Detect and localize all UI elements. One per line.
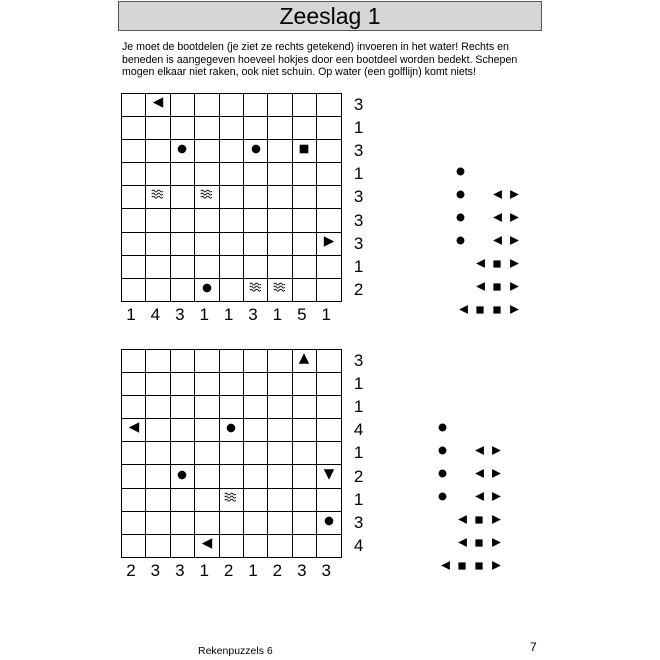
grid-cell[interactable] xyxy=(293,350,317,373)
grid-cell[interactable] xyxy=(171,279,195,302)
book-title: Rekenpuzzels 6 xyxy=(198,645,273,657)
grid-cell[interactable] xyxy=(122,373,146,396)
circle-icon xyxy=(455,210,466,228)
left-triangle-icon xyxy=(440,558,451,576)
grid-cell[interactable] xyxy=(268,94,292,117)
grid-cell[interactable] xyxy=(293,396,317,419)
grid-cell[interactable] xyxy=(195,186,219,209)
square-icon xyxy=(474,558,484,576)
left-triangle-icon xyxy=(200,537,213,555)
grid-cell[interactable] xyxy=(317,279,341,302)
column-clue: 1 xyxy=(248,560,258,580)
grid-cell[interactable] xyxy=(146,233,170,256)
grid-cell[interactable] xyxy=(171,256,195,279)
circle-icon xyxy=(225,421,237,439)
grid-cell[interactable] xyxy=(244,117,268,140)
grid-cell[interactable] xyxy=(244,256,268,279)
grid-cell[interactable] xyxy=(317,442,341,465)
grid-cell[interactable] xyxy=(171,94,195,117)
grid-cell[interactable] xyxy=(244,279,268,302)
instructions-line: mogen elkaar niet raken, ook niet schuin. Op water (een golflijn) komt niets! xyxy=(122,66,476,79)
grid-cell[interactable] xyxy=(220,279,244,302)
grid-cell[interactable] xyxy=(293,140,317,163)
grid-cell[interactable] xyxy=(293,163,317,186)
grid-cell[interactable] xyxy=(146,256,170,279)
column-clue: 3 xyxy=(175,560,185,580)
grid-cell[interactable] xyxy=(317,512,341,535)
grid-cell[interactable] xyxy=(122,396,146,419)
grid-cell[interactable] xyxy=(171,163,195,186)
grid-cell[interactable] xyxy=(220,535,244,558)
row-clue: 1 xyxy=(353,374,364,394)
row-clue: 3 xyxy=(353,141,364,161)
row-clue: 3 xyxy=(353,351,364,370)
row-clue: 1 xyxy=(353,164,364,184)
grid-cell[interactable] xyxy=(171,233,195,256)
grid-cell[interactable] xyxy=(220,396,244,419)
grid-cell[interactable] xyxy=(195,396,219,419)
grid-cell[interactable] xyxy=(220,186,244,209)
grid-cell[interactable] xyxy=(268,163,292,186)
grid-cell[interactable] xyxy=(293,186,317,209)
grid-cell[interactable] xyxy=(195,256,219,279)
grid-cell[interactable] xyxy=(268,489,292,512)
grid-cell[interactable] xyxy=(293,489,317,512)
grid-cell[interactable] xyxy=(122,512,146,535)
grid-cell[interactable] xyxy=(244,233,268,256)
grid-cell[interactable] xyxy=(146,396,170,419)
puzzle-grid xyxy=(121,93,342,302)
right-triangle-icon xyxy=(491,466,502,484)
right-triangle-icon xyxy=(509,187,520,205)
square-icon xyxy=(457,558,467,576)
up-triangle-icon xyxy=(298,352,311,370)
column-clue: 1 xyxy=(321,304,331,324)
grid-cell[interactable] xyxy=(317,465,341,488)
column-clue: 4 xyxy=(150,304,161,324)
grid-cell[interactable] xyxy=(146,117,170,140)
grid-cell[interactable] xyxy=(122,419,146,442)
grid-cell[interactable] xyxy=(268,396,292,419)
grid-cell[interactable] xyxy=(122,209,146,232)
column-clue: 5 xyxy=(297,304,307,324)
grid-cell[interactable] xyxy=(122,256,146,279)
column-clue: 2 xyxy=(223,560,234,580)
grid-cell[interactable] xyxy=(195,350,219,373)
water-icon xyxy=(224,490,238,509)
left-triangle-icon xyxy=(475,256,486,274)
grid-cell[interactable] xyxy=(171,419,195,442)
row-clue: 3 xyxy=(353,187,364,207)
page-title: Zeeslag 1 xyxy=(118,1,542,31)
grid-cell[interactable] xyxy=(244,396,268,419)
down-triangle-icon xyxy=(322,468,335,486)
column-clue: 1 xyxy=(272,304,283,324)
row-clue: 2 xyxy=(353,279,364,299)
grid-cell[interactable] xyxy=(220,256,244,279)
grid-cell[interactable] xyxy=(293,256,317,279)
water-icon xyxy=(249,280,263,299)
grid-cell[interactable] xyxy=(146,279,170,302)
grid-cell[interactable] xyxy=(220,140,244,163)
grid-cell[interactable] xyxy=(268,209,292,232)
grid-cell[interactable] xyxy=(293,117,317,140)
grid-cell[interactable] xyxy=(146,512,170,535)
circle-icon xyxy=(437,443,448,461)
grid-cell[interactable] xyxy=(195,233,219,256)
left-triangle-icon xyxy=(475,279,486,297)
grid-cell[interactable] xyxy=(244,419,268,442)
grid-cell[interactable] xyxy=(244,163,268,186)
instructions-line: beneden is aangegeven hoeveel hokjes door een bootdeel worden bedekt. Schepen xyxy=(122,53,518,66)
circle-icon xyxy=(176,468,188,486)
grid-cell[interactable] xyxy=(195,512,219,535)
grid-cell[interactable] xyxy=(268,373,292,396)
grid-cell[interactable] xyxy=(244,140,268,163)
grid-cell[interactable] xyxy=(293,512,317,535)
row-clue: 1 xyxy=(353,397,364,417)
grid-cell[interactable] xyxy=(244,489,268,512)
grid-cell[interactable] xyxy=(268,233,292,256)
grid-cell[interactable] xyxy=(220,419,244,442)
grid-cell[interactable] xyxy=(195,209,219,232)
column-clue: 3 xyxy=(248,304,258,324)
grid-cell[interactable] xyxy=(317,535,341,558)
puzzle-grid xyxy=(121,349,342,558)
column-clue: 2 xyxy=(272,560,283,580)
grid-cell[interactable] xyxy=(268,117,292,140)
grid-cell[interactable] xyxy=(317,233,341,256)
left-triangle-icon xyxy=(474,443,485,461)
circle-icon xyxy=(455,233,466,251)
circle-icon xyxy=(201,281,213,299)
grid-cell[interactable] xyxy=(220,94,244,117)
grid-cell[interactable] xyxy=(146,489,170,512)
page-number: 7 xyxy=(530,640,537,654)
column-clue: 1 xyxy=(199,304,209,324)
instructions-line: Je moet de bootdelen (je ziet ze rechts getekend) invoeren in het water! Rechts en xyxy=(122,41,509,53)
grid-cell[interactable] xyxy=(171,209,195,232)
column-clue: 1 xyxy=(126,304,136,324)
grid-cell[interactable] xyxy=(195,94,219,117)
grid-cell[interactable] xyxy=(146,465,170,488)
grid-cell[interactable] xyxy=(220,489,244,512)
column-clue: 3 xyxy=(297,560,307,580)
column-clue: 2 xyxy=(126,560,136,580)
square-icon xyxy=(475,302,485,320)
grid-cell[interactable] xyxy=(171,117,195,140)
grid-cell[interactable] xyxy=(244,186,268,209)
grid-cell[interactable] xyxy=(244,94,268,117)
column-clue: 1 xyxy=(223,304,234,324)
grid-cell[interactable] xyxy=(146,419,170,442)
water-icon xyxy=(273,280,287,299)
grid-cell[interactable] xyxy=(220,233,244,256)
circle-icon xyxy=(437,420,448,438)
grid-cell[interactable] xyxy=(122,350,146,373)
left-triangle-icon xyxy=(127,421,140,439)
instructions xyxy=(122,41,542,79)
grid-cell[interactable] xyxy=(293,279,317,302)
grid-cell[interactable] xyxy=(220,163,244,186)
row-clue: 1 xyxy=(353,443,364,463)
left-triangle-icon xyxy=(152,96,165,114)
row-clue: 3 xyxy=(353,210,364,230)
right-triangle-icon xyxy=(509,210,520,228)
right-triangle-icon xyxy=(322,235,335,253)
right-triangle-icon xyxy=(509,233,520,251)
grid-cell[interactable] xyxy=(244,209,268,232)
grid-cell[interactable] xyxy=(220,117,244,140)
grid-cell[interactable] xyxy=(171,396,195,419)
grid-cell[interactable] xyxy=(195,140,219,163)
left-triangle-icon xyxy=(457,535,468,553)
column-clue: 3 xyxy=(175,304,185,324)
grid-cell[interactable] xyxy=(244,465,268,488)
right-triangle-icon xyxy=(491,443,502,461)
square-icon xyxy=(492,256,502,274)
grid-cell[interactable] xyxy=(146,186,170,209)
left-triangle-icon xyxy=(492,210,503,228)
grid-cell[interactable] xyxy=(244,442,268,465)
grid-cell[interactable] xyxy=(220,512,244,535)
grid-cell[interactable] xyxy=(195,117,219,140)
grid-cell[interactable] xyxy=(220,209,244,232)
row-clue: 3 xyxy=(353,233,364,253)
grid-cell[interactable] xyxy=(122,489,146,512)
grid-cell[interactable] xyxy=(171,465,195,488)
grid-cell[interactable] xyxy=(244,512,268,535)
grid-cell[interactable] xyxy=(244,350,268,373)
grid-cell[interactable] xyxy=(146,442,170,465)
column-clue: 3 xyxy=(321,560,331,580)
grid-cell[interactable] xyxy=(122,465,146,488)
grid-cell[interactable] xyxy=(293,233,317,256)
grid-cell[interactable] xyxy=(293,535,317,558)
grid-cell[interactable] xyxy=(317,163,341,186)
left-triangle-icon xyxy=(492,187,503,205)
grid-cell[interactable] xyxy=(195,373,219,396)
grid-cell[interactable] xyxy=(317,117,341,140)
grid-cell[interactable] xyxy=(171,373,195,396)
grid-cell[interactable] xyxy=(268,512,292,535)
grid-cell[interactable] xyxy=(122,117,146,140)
grid-cell[interactable] xyxy=(195,163,219,186)
grid-cell[interactable] xyxy=(122,279,146,302)
grid-cell[interactable] xyxy=(122,163,146,186)
grid-cell[interactable] xyxy=(195,279,219,302)
row-clue: 1 xyxy=(353,489,364,509)
grid-cell[interactable] xyxy=(268,279,292,302)
row-clue: 1 xyxy=(353,256,364,276)
grid-cell[interactable] xyxy=(317,256,341,279)
column-clue: 1 xyxy=(199,560,209,580)
left-triangle-icon xyxy=(474,466,485,484)
grid-cell[interactable] xyxy=(146,94,170,117)
grid-cell[interactable] xyxy=(317,209,341,232)
right-triangle-icon xyxy=(509,302,520,320)
grid-cell[interactable] xyxy=(122,94,146,117)
grid-cell[interactable] xyxy=(317,489,341,512)
grid-cell[interactable] xyxy=(171,489,195,512)
grid-cell[interactable] xyxy=(195,535,219,558)
grid-cell[interactable] xyxy=(146,535,170,558)
circle-icon xyxy=(323,514,335,532)
grid-cell[interactable] xyxy=(220,350,244,373)
circle-icon xyxy=(250,142,262,160)
grid-cell[interactable] xyxy=(146,209,170,232)
circle-icon xyxy=(455,187,466,205)
right-triangle-icon xyxy=(491,535,502,553)
grid-cell[interactable] xyxy=(171,186,195,209)
grid-cell[interactable] xyxy=(244,373,268,396)
row-clue: 2 xyxy=(353,466,364,486)
grid-cell[interactable] xyxy=(317,419,341,442)
grid-cell[interactable] xyxy=(122,186,146,209)
grid-cell[interactable] xyxy=(268,140,292,163)
water-icon xyxy=(151,188,165,207)
grid-cell[interactable] xyxy=(317,140,341,163)
grid-cell[interactable] xyxy=(317,396,341,419)
grid-cell[interactable] xyxy=(268,350,292,373)
square-icon xyxy=(298,142,310,160)
grid-cell[interactable] xyxy=(293,419,317,442)
grid-cell[interactable] xyxy=(220,442,244,465)
grid-cell[interactable] xyxy=(268,186,292,209)
grid-cell[interactable] xyxy=(293,209,317,232)
grid-cell[interactable] xyxy=(146,373,170,396)
grid-cell[interactable] xyxy=(195,465,219,488)
grid-cell[interactable] xyxy=(122,140,146,163)
grid-cell[interactable] xyxy=(146,163,170,186)
grid-cell[interactable] xyxy=(317,350,341,373)
row-clue: 3 xyxy=(353,95,364,114)
grid-cell[interactable] xyxy=(171,512,195,535)
grid-cell[interactable] xyxy=(268,419,292,442)
grid-cell[interactable] xyxy=(317,94,341,117)
grid-cell[interactable] xyxy=(195,442,219,465)
grid-cell[interactable] xyxy=(146,350,170,373)
grid-cell[interactable] xyxy=(293,373,317,396)
right-triangle-icon xyxy=(491,489,502,507)
grid-cell[interactable] xyxy=(268,256,292,279)
grid-cell[interactable] xyxy=(146,140,170,163)
square-icon xyxy=(474,512,484,530)
water-icon xyxy=(200,188,214,207)
grid-cell[interactable] xyxy=(171,442,195,465)
grid-cell[interactable] xyxy=(220,465,244,488)
grid-cell[interactable] xyxy=(244,535,268,558)
grid-cell[interactable] xyxy=(171,535,195,558)
grid-cell[interactable] xyxy=(171,350,195,373)
right-triangle-icon xyxy=(491,512,502,530)
right-triangle-icon xyxy=(509,279,520,297)
grid-cell[interactable] xyxy=(195,419,219,442)
grid-cell[interactable] xyxy=(122,442,146,465)
left-triangle-icon xyxy=(457,512,468,530)
circle-icon xyxy=(437,489,448,507)
row-clue: 3 xyxy=(353,512,364,532)
circle-icon xyxy=(437,466,448,484)
grid-cell[interactable] xyxy=(317,186,341,209)
grid-cell[interactable] xyxy=(293,442,317,465)
column-clue: 3 xyxy=(150,560,161,580)
row-clue: 4 xyxy=(353,535,364,555)
grid-cell[interactable] xyxy=(268,465,292,488)
left-triangle-icon xyxy=(492,233,503,251)
right-triangle-icon xyxy=(491,558,502,576)
grid-cell[interactable] xyxy=(195,489,219,512)
right-triangle-icon xyxy=(509,256,520,274)
grid-cell[interactable] xyxy=(317,373,341,396)
square-icon xyxy=(492,279,502,297)
circle-icon xyxy=(455,164,466,182)
row-clue: 1 xyxy=(353,118,364,138)
row-clue: 4 xyxy=(353,420,364,440)
grid-cell[interactable] xyxy=(268,442,292,465)
grid-cell[interactable] xyxy=(122,535,146,558)
grid-cell[interactable] xyxy=(122,233,146,256)
grid-cell[interactable] xyxy=(268,535,292,558)
grid-cell[interactable] xyxy=(220,373,244,396)
grid-cell[interactable] xyxy=(171,140,195,163)
grid-cell[interactable] xyxy=(293,94,317,117)
square-icon xyxy=(492,302,502,320)
left-triangle-icon xyxy=(474,489,485,507)
square-icon xyxy=(474,535,484,553)
left-triangle-icon xyxy=(458,302,469,320)
circle-icon xyxy=(176,142,188,160)
grid-cell[interactable] xyxy=(293,465,317,488)
